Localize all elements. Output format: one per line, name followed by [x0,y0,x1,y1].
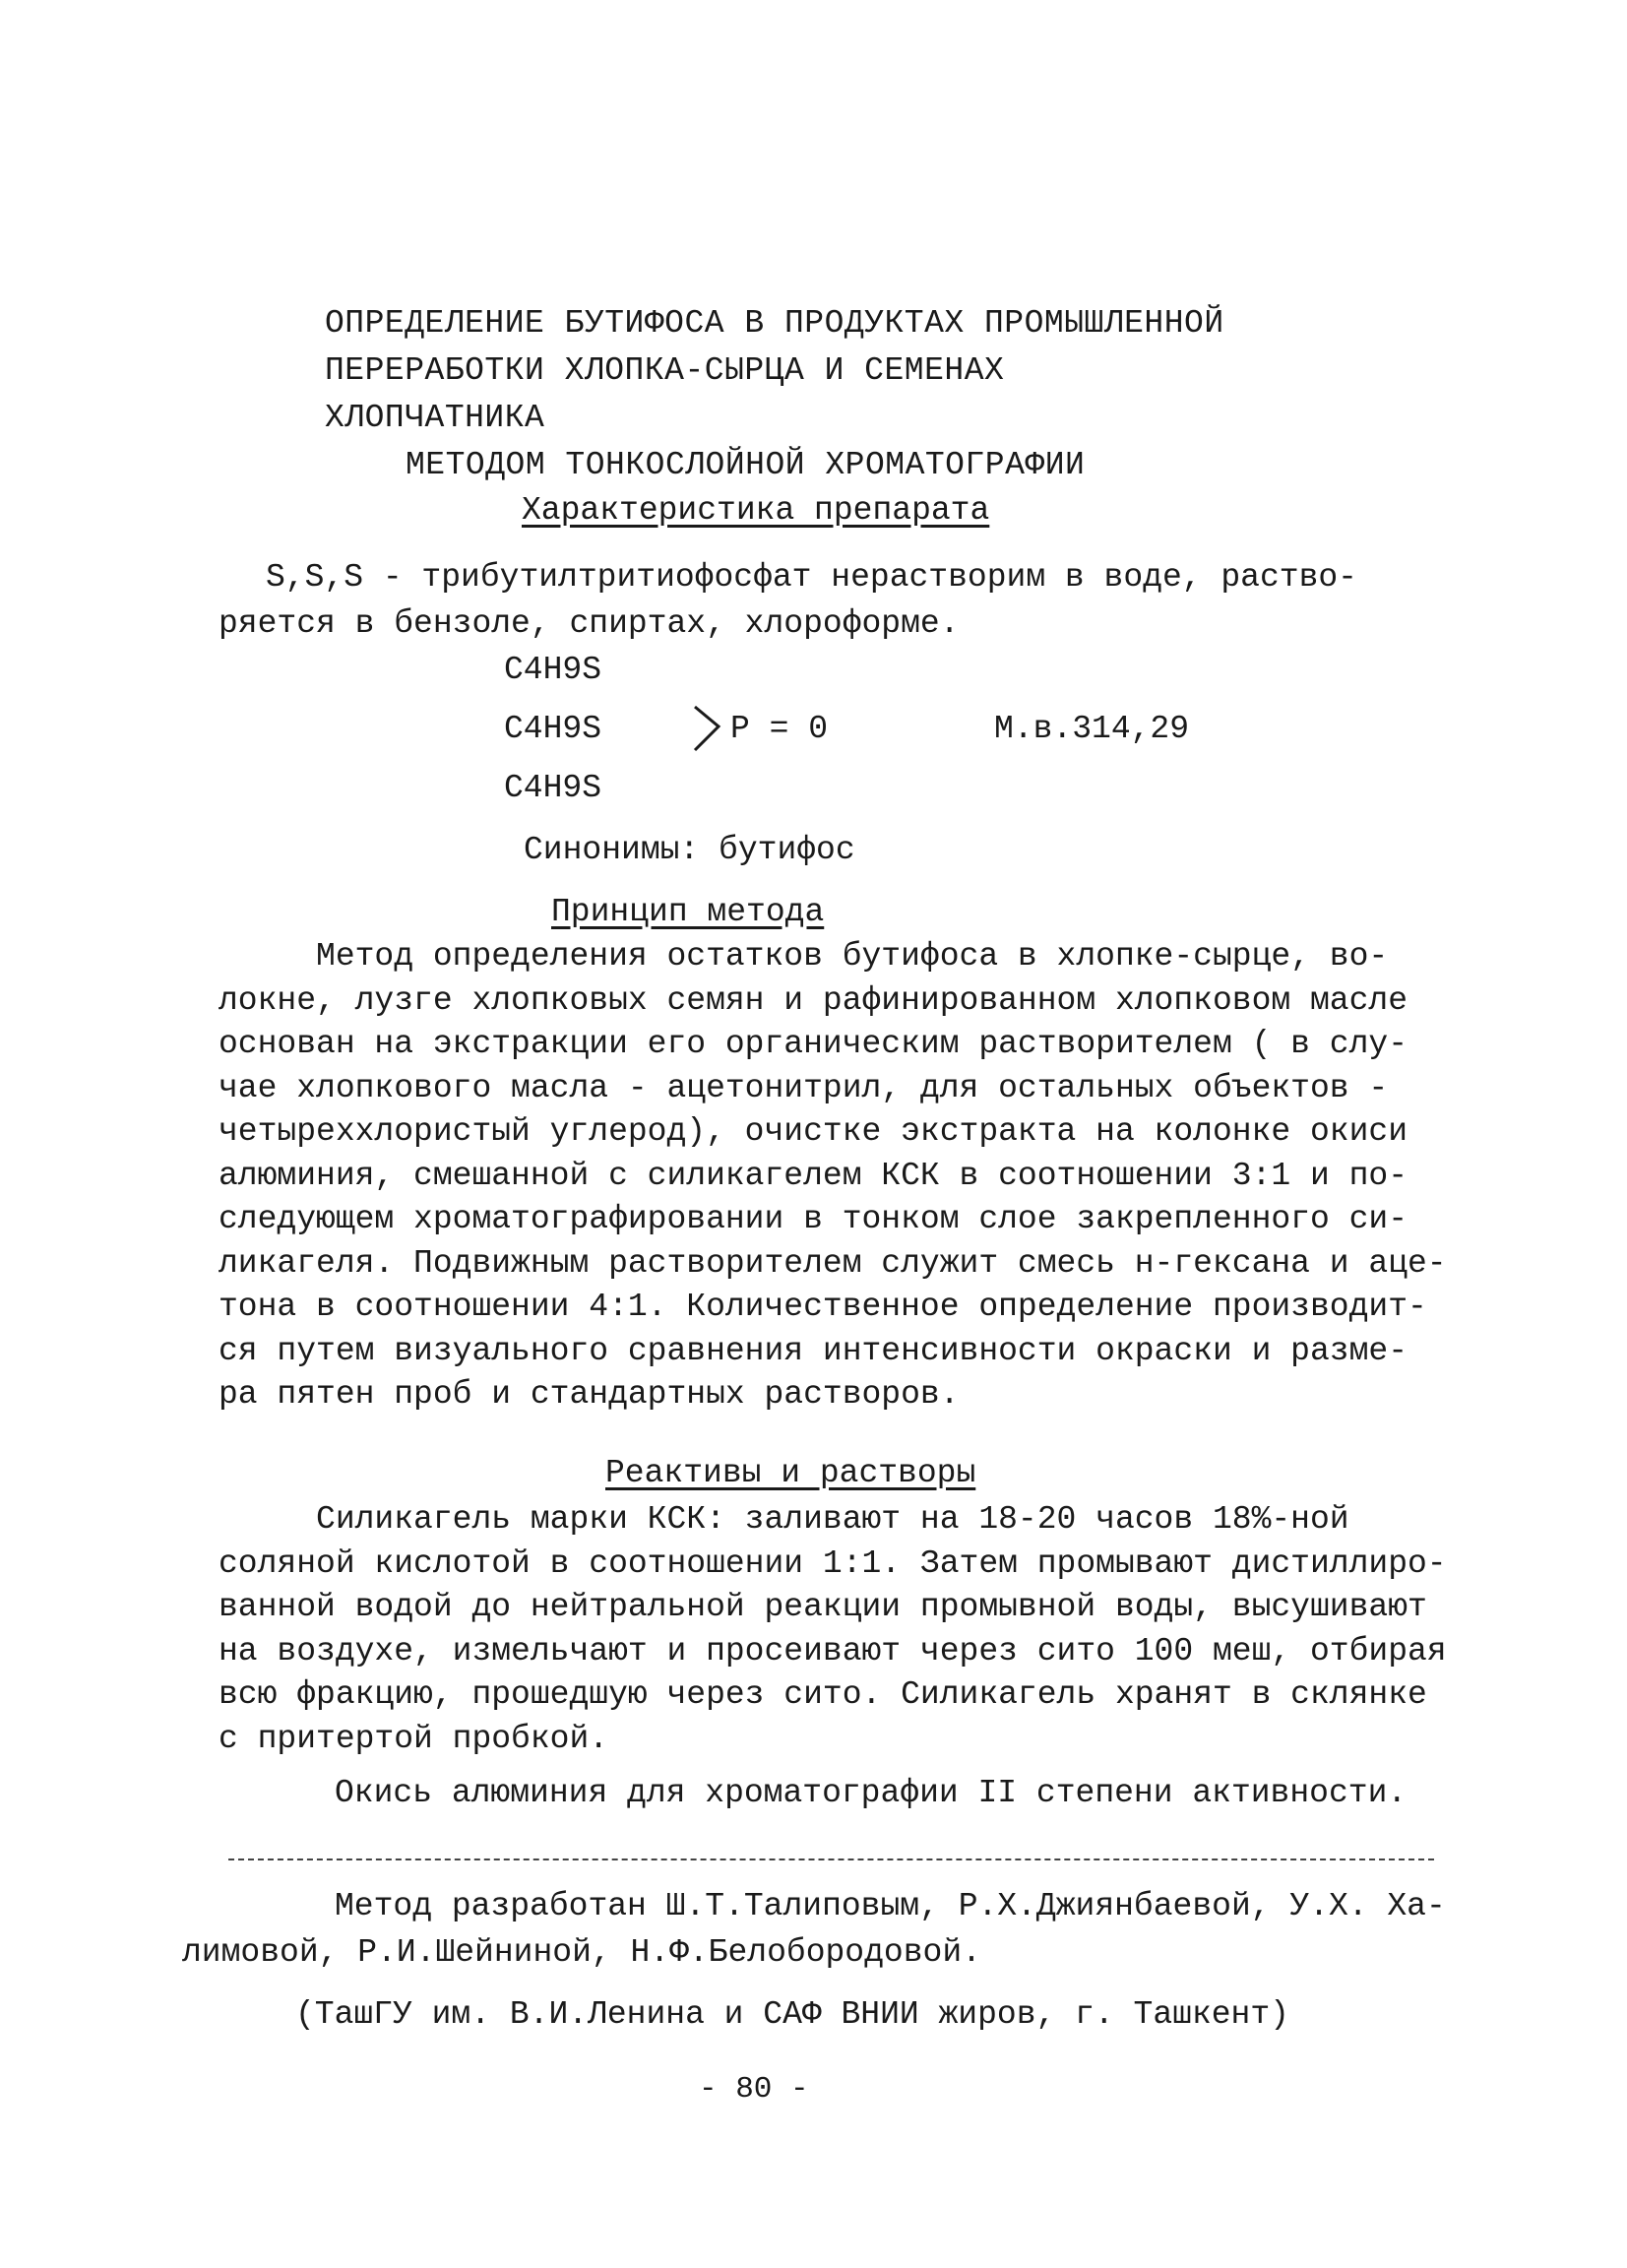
document-title [315,300,1240,489]
reagents-line: всю фракцию, прошедшую через сито. Силикагель хранят в склянке [219,1676,1427,1713]
characteristics-line-2: ряется в бензоле, спиртах, хлороформе. [219,605,960,642]
formula-row-2: C4H9S [504,711,602,747]
method-principle-line: основан на экстракции его органическим растворителем ( в слу- [219,1026,1408,1062]
title-line-3: МЕТОДОМ ТОНКОСЛОЙНОЙ ХРОМАТОГРАФИИ [406,447,1086,483]
reagents-line: соляной кислотой в соотношении 1:1. Затем промывают дистиллиро- [219,1544,1447,1582]
footer-authors-line-1: Метод разработан Ш.Т.Талиповым, Р.Х.Джиянбаевой, У.Х. Ха- [335,1888,1446,1924]
method-principle-line: чае хлопкового масла - ацетонитрил, для остальных объектов - [219,1069,1389,1106]
formula-row-1: C4H9S [504,652,602,688]
page-number: - 80 - [699,2072,809,2107]
reagents-line: на воздухе, измельчают и просеивают через сито 100 меш, отбирая [219,1632,1447,1670]
method-principle-line: ра пятен проб и стандартных растворов. [219,1376,960,1413]
method-principle-line: следующем хроматографировании в тонком слое закрепленного си- [219,1201,1408,1237]
title-line-1: ОПРЕДЕЛЕНИЕ БУТИФОСА В ПРОДУКТАХ ПРОМЫШЛЕННОЙ [325,305,1224,342]
method-principle-line: четыреххлористый углерод), очистке экстракта на колонке окиси [219,1113,1408,1150]
formula-phosphorus: P = 0 [730,711,829,747]
footer-institution: (ТашГУ им. В.И.Ленина и САФ ВНИИ жиров, г. Ташкент) [295,1996,1289,2033]
heading-reagents: Реактивы и растворы [605,1455,976,1491]
footer-authors-line-2: лимовой, Р.И.Шейниной, Н.Ф.Белобородовой. [182,1934,981,1971]
method-principle-line: ликагеля. Подвижным растворителем служит смесь н-гексана и аце- [219,1244,1447,1282]
reagents-line: с притертой пробкой. [219,1720,609,1757]
reagents-line: Силикагель марки КСК: заливают на 18-20 часов 18%-ной [219,1501,1349,1538]
method-principle-line: тона в соотношении 4:1. Количественное определение производит- [219,1289,1427,1325]
heading-method-principle: Принцип метода [551,894,825,930]
footer-divider [228,1858,1434,1860]
heading-characteristics: Характеристика препарата [522,492,990,529]
bond-brace-icon [689,701,728,760]
molecular-weight: М.в.314,29 [994,711,1190,747]
reagents-line: ванной водой до нейтральной реакции промывной воды, высушивают [219,1589,1427,1625]
method-principle-line: локне, лузге хлопковых семян и рафинированном хлопковом масле [219,981,1408,1019]
method-principle-line: алюминия, смешанной с силикагелем КСК в соотношении 3:1 и по- [219,1157,1408,1194]
method-principle-line: ся путем визуального сравнения интенсивности окраски и разме- [219,1332,1408,1369]
synonyms: Синонимы: бутифос [524,832,855,868]
method-principle-line: Метод определения остатков бутифоса в хлопке-сырце, во- [219,938,1389,975]
characteristics-line-1: S,S,S - трибутилтритиофосфат нерастворим в воде, раство- [266,559,1357,596]
title-line-2: ПЕРЕРАБОТКИ ХЛОПКА-СЫРЦА И СЕМЕНАХ ХЛОПЧАТНИКА [325,352,1005,436]
formula-row-3: C4H9S [504,770,602,806]
alumina-line: Окись алюминия для хроматографии II степени активности. [335,1775,1408,1811]
